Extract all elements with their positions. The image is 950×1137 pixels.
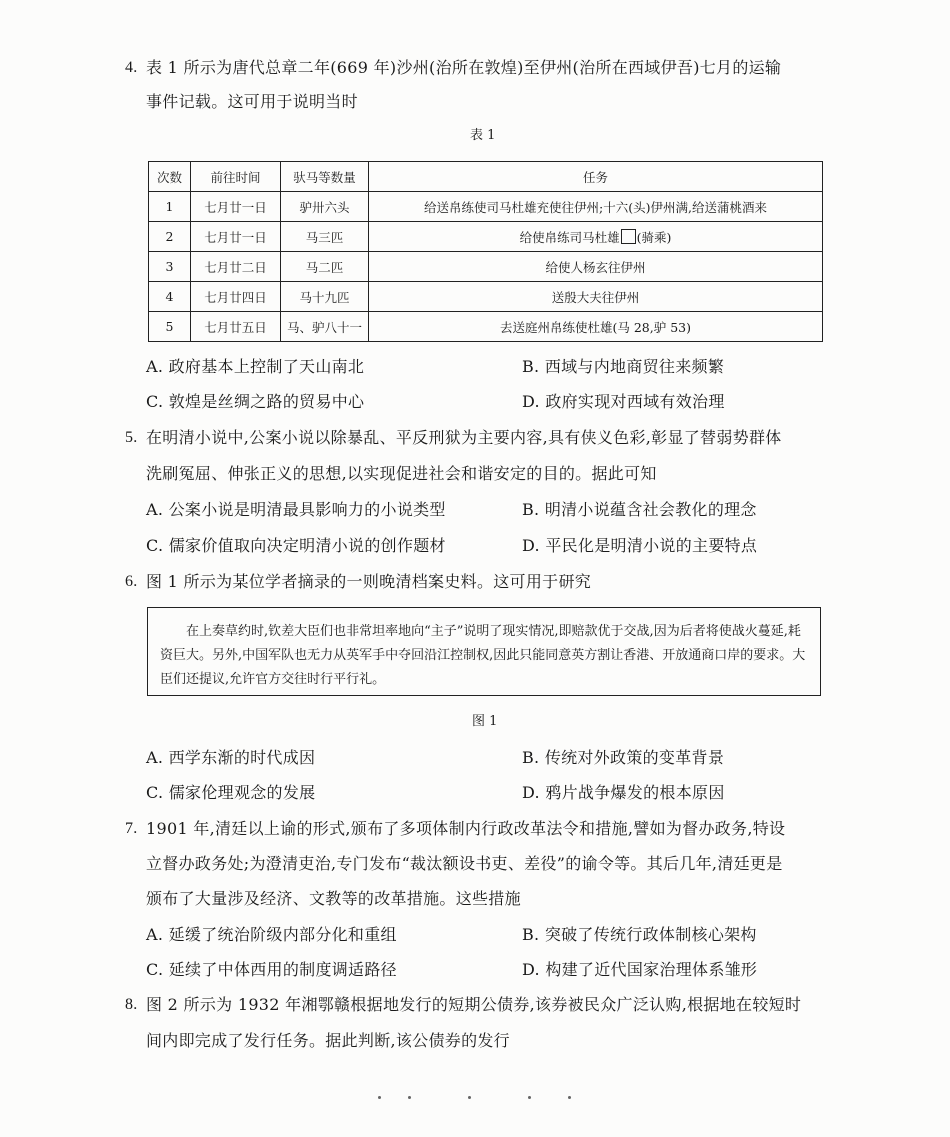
q6-option-d: D. 鸦片战争爆发的根本原因 — [522, 783, 725, 802]
table-cell: 2 — [149, 222, 191, 252]
archive-excerpt-box: 在上奏草约时,钦差大臣们也非常坦率地向“主子”说明了现实情况,即赔款优于交战,因为后者将使战火蔓延,耗资巨大。另外,中国军队也无力从英军手中夺回沿江控制权,因此只能同意英方割让香港、开放通商口岸的要求。大臣们还提议,允许官方交往时行平行礼。 — [147, 607, 821, 696]
q4-option-a: A. 政府基本上控制了天山南北 — [146, 357, 365, 376]
q4-option-d: D. 政府实现对西域有效治理 — [522, 392, 725, 411]
q6-option-a: A. 西学东渐的时代成因 — [146, 748, 316, 767]
q7-number: 7. — [125, 820, 138, 837]
q6-option-b: B. 传统对外政策的变革背景 — [522, 748, 725, 767]
table-cell: 送殷大夫往伊州 — [369, 282, 823, 312]
q5-option-d: D. 平民化是明清小说的主要特点 — [522, 536, 758, 555]
table-cell: 七月廿一日 — [191, 222, 281, 252]
table-header: 任务 — [369, 162, 823, 192]
table-cell: 5 — [149, 312, 191, 342]
q5-stem-line2: 洗刷冤屈、伸张正义的思想,以实现促进社会和谐安定的目的。据此可知 — [146, 464, 657, 483]
table-cell: 去送庭州帛练使杜雄(马 28,驴 53) — [369, 312, 823, 342]
q4-option-c: C. 敦煌是丝绸之路的贸易中心 — [146, 392, 365, 411]
q7-stem-line1: 1901 年,清廷以上谕的形式,颁布了多项体制内行政改革法令和措施,譬如为督办政务,特设 — [146, 819, 786, 838]
table-caption: 表 1 — [470, 128, 496, 143]
table-header: 前往时间 — [191, 162, 281, 192]
table-row — [149, 192, 823, 222]
table-cell: 七月廿四日 — [191, 282, 281, 312]
q5-option-a: A. 公案小说是明清最具影响力的小说类型 — [146, 500, 446, 519]
q4-number: 4. — [125, 59, 138, 76]
q6-option-c: C. 儒家伦理观念的发展 — [146, 783, 316, 802]
task-text-suffix: (骑乘) — [636, 229, 672, 245]
q6-number: 6. — [125, 573, 138, 590]
table-cell: 马、驴八十一 — [281, 312, 369, 342]
page-footer-marks — [378, 1094, 572, 1102]
q5-option-c: C. 儒家价值取向决定明清小说的创作题材 — [146, 536, 446, 555]
table-cell — [369, 222, 823, 252]
q7-stem-line3: 颁布了大量涉及经济、文教等的改革措施。这些措施 — [146, 889, 521, 908]
q5-stem-line1: 在明清小说中,公案小说以除暴乱、平反刑狱为主要内容,具有侠义色彩,彰显了替弱势群体 — [146, 428, 782, 447]
table-header-row — [149, 162, 823, 192]
q6-stem-line1: 图 1 所示为某位学者摘录的一则晚清档案史料。这可用于研究 — [146, 572, 592, 591]
table-row — [149, 252, 823, 282]
table-cell: 七月廿一日 — [191, 192, 281, 222]
q7-stem-line2: 立督办政务处;为澄清吏治,专门发布“裁汰额设书吏、差役”的谕令等。其后几年,清廷更是 — [146, 854, 783, 873]
q8-number: 8. — [125, 996, 138, 1013]
illegible-char-box — [621, 229, 636, 244]
table-cell: 马三匹 — [281, 222, 369, 252]
table-cell: 给送帛练使司马杜雄充使往伊州;十六(头)伊州满,给送蒲桃酒来 — [369, 192, 823, 222]
table-cell: 给使人杨玄往伊州 — [369, 252, 823, 282]
table-row — [149, 222, 823, 252]
q7-option-c: C. 延续了中体西用的制度调适路径 — [146, 960, 397, 979]
table-cell: 3 — [149, 252, 191, 282]
table-cell: 七月廿五日 — [191, 312, 281, 342]
table-cell: 马十九匹 — [281, 282, 369, 312]
q4-stem-line1: 表 1 所示为唐代总章二年(669 年)沙州(治所在敦煌)至伊州(治所在西域伊吾)七月的运输 — [146, 58, 782, 77]
table-cell: 4 — [149, 282, 191, 312]
q7-option-b: B. 突破了传统行政体制核心架构 — [522, 925, 757, 944]
table-row — [149, 312, 823, 342]
q7-option-d: D. 构建了近代国家治理体系雏形 — [522, 960, 758, 979]
q5-number: 5. — [125, 429, 138, 446]
table-header: 驮马等数量 — [281, 162, 369, 192]
q4-option-b: B. 西域与内地商贸往来频繁 — [522, 357, 725, 376]
figure-caption: 图 1 — [472, 714, 498, 729]
table-row — [149, 282, 823, 312]
q4-stem-line2: 事件记载。这可用于说明当时 — [146, 92, 358, 111]
table-cell: 七月廿二日 — [191, 252, 281, 282]
q8-stem-line2: 间内即完成了发行任务。据此判断,该公债券的发行 — [146, 1031, 510, 1050]
table-cell: 马二匹 — [281, 252, 369, 282]
q7-option-a: A. 延缓了统治阶级内部分化和重组 — [146, 925, 397, 944]
q8-stem-line1: 图 2 所示为 1932 年湘鄂赣根据地发行的短期公债券,该券被民众广泛认购,根据地在较短时 — [146, 995, 802, 1014]
table-cell: 1 — [149, 192, 191, 222]
task-text: 给使帛练司马杜雄 — [519, 229, 620, 245]
q5-option-b: B. 明清小说蕴含社会教化的理念 — [522, 500, 757, 519]
table-header: 次数 — [149, 162, 191, 192]
transport-table — [148, 161, 823, 342]
table-cell: 驴卅六头 — [281, 192, 369, 222]
